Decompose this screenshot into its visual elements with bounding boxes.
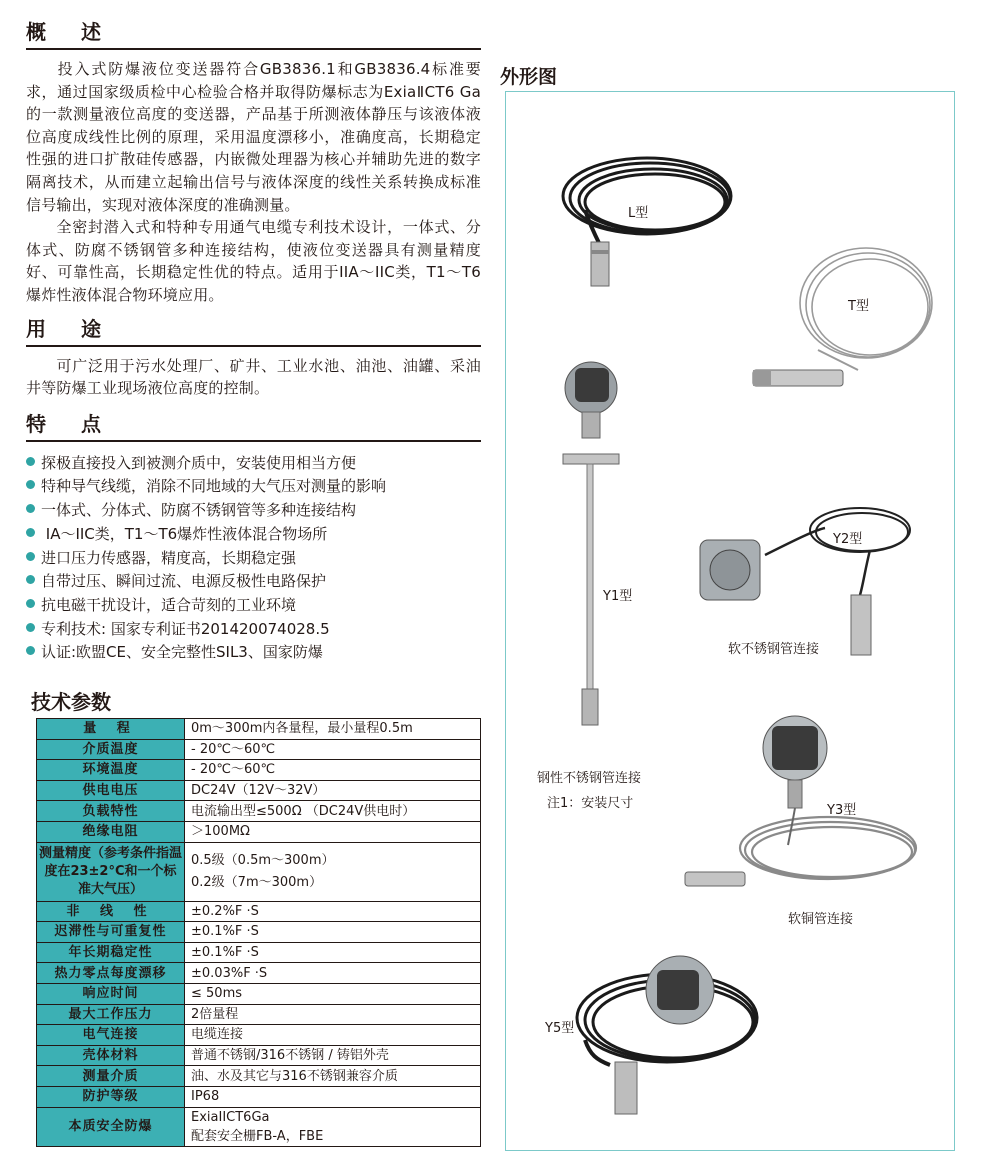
y2-type-label: Y2型	[833, 532, 863, 547]
y2-connection-label: 软不锈钢管连接	[728, 642, 820, 657]
overview-paragraph-1: 投入式防爆液位变送器符合GB3836.1和GB3836.4标准要求，通过国家级质检中心检验合格并取得防爆标志为ExiaⅡCT6 Ga的一款测量液位高度的变送器，产品基于所测液体静压与该液体液位高度成线性比例的原理，采用温度漂移小，准确度高，长期稳定性强的进口扩散硅传感器，内嵌微处理器为核心并辅助先进的数字隔离技术，从而建立起输出信号与液体深度的线性关系转换成标准信号输出，实现对液体深度的准确测量。	[26, 60, 481, 214]
y3-type-product-image	[680, 710, 920, 890]
params-row	[37, 780, 481, 801]
param-name: 迟滞性与可重复性	[37, 922, 185, 943]
param-value: ±0.2%F ·S	[185, 901, 481, 922]
params-row	[37, 942, 481, 963]
bullet-dot-icon	[26, 504, 35, 513]
feature-item: 进口压力传感器，精度高，长期稳定强	[26, 547, 481, 571]
params-row	[37, 821, 481, 842]
bullet-dot-icon	[26, 575, 35, 584]
param-name: 壳体材料	[37, 1045, 185, 1066]
params-row	[37, 842, 481, 901]
feature-item: 专利技术: 国家专利证书201420074028.5	[26, 618, 481, 642]
param-value: 2倍量程	[185, 1004, 481, 1025]
param-name: 本质安全防爆	[37, 1107, 185, 1146]
feature-item: 特种导气线缆，消除不同地域的大气压对测量的影响	[26, 475, 481, 499]
param-value: ≤ 50ms	[185, 983, 481, 1004]
param-value: - 20℃～60℃	[185, 760, 481, 781]
params-row	[37, 901, 481, 922]
bullet-dot-icon	[26, 646, 35, 655]
usage-paragraph: 可广泛用于污水处理厂、矿井、工业水池、油池、油罐、采油井等防爆工业现场液位高度的控制。	[26, 356, 481, 398]
params-row	[37, 801, 481, 822]
params-row	[37, 1066, 481, 1087]
param-value: 0m～300m内各量程，最小量程0.5m	[185, 719, 481, 740]
param-value: ±0.03%F ·S	[185, 963, 481, 984]
overview-paragraph-2: 全密封潜入式和特种专用通气电缆专利技术设计，一体式、分体式、防腐不锈钢管多种连接结构，使液位变送器具有测量精度好、可靠性高，长期稳定性优的特点。适用于IIA～IIC类，T1～T6爆炸性液体混合物环境应用。	[26, 218, 481, 304]
params-row	[37, 1004, 481, 1025]
features-list	[26, 452, 481, 665]
params-row	[37, 1045, 481, 1066]
feature-item: 抗电磁干扰设计，适合苛刻的工业环境	[26, 594, 481, 618]
params-row	[37, 760, 481, 781]
appearance-title: 外形图	[500, 66, 558, 88]
usage-title: 用 途	[26, 315, 481, 347]
bullet-dot-icon	[26, 457, 35, 466]
param-value: 电缆连接	[185, 1025, 481, 1046]
tech-params-table	[36, 718, 481, 1147]
params-row	[37, 739, 481, 760]
l-type-label: L型	[628, 206, 649, 221]
param-value: ExiaIICT6Ga 配套安全栅FB-A，FBE	[185, 1107, 481, 1146]
param-name: 绝缘电阻	[37, 821, 185, 842]
param-value: ＞100MΩ	[185, 821, 481, 842]
param-name: 热力零点每度漂移	[37, 963, 185, 984]
param-name: 年长期稳定性	[37, 942, 185, 963]
y1-type-product-image	[555, 360, 635, 730]
param-name: 防护等级	[37, 1086, 185, 1107]
left-column	[26, 18, 481, 665]
params-row	[37, 983, 481, 1004]
param-name: 负载特性	[37, 801, 185, 822]
param-name: 供电电压	[37, 780, 185, 801]
params-row	[37, 1086, 481, 1107]
y3-type-label: Y3型	[827, 803, 857, 818]
bullet-dot-icon	[26, 623, 35, 632]
param-value: - 20℃～60℃	[185, 739, 481, 760]
param-name: 测量精度（参考条件指温度在23±2°C和一个标准大气压）	[37, 842, 185, 901]
t-type-product-image	[748, 245, 938, 395]
param-name: 量 程	[37, 719, 185, 740]
param-value: IP68	[185, 1086, 481, 1107]
param-value: 普通不锈钢/316不锈钢 / 铸铝外壳	[185, 1045, 481, 1066]
bullet-dot-icon	[26, 552, 35, 561]
param-value: ±0.1%F ·S	[185, 922, 481, 943]
feature-item: 一体式、分体式、防腐不锈钢管等多种连接结构	[26, 499, 481, 523]
param-name: 介质温度	[37, 739, 185, 760]
param-value: 电流输出型≤500Ω （DC24V供电时）	[185, 801, 481, 822]
param-name: 环境温度	[37, 760, 185, 781]
param-value: 0.5级（0.5m～300m） 0.2级（7m～300m）	[185, 842, 481, 901]
feature-item: 自带过压、瞬间过流、电源反极性电路保护	[26, 570, 481, 594]
tech-params-title: 技术参数	[31, 690, 111, 714]
y1-connection-label: 钢性不锈钢管连接	[537, 771, 642, 786]
feature-item: 探极直接投入到被测介质中，安装使用相当方便	[26, 452, 481, 476]
params-row	[37, 1107, 481, 1146]
bullet-dot-icon	[26, 599, 35, 608]
y5-type-label: Y5型	[545, 1021, 575, 1036]
params-row	[37, 719, 481, 740]
params-row	[37, 963, 481, 984]
overview-title: 概 述	[26, 18, 481, 50]
param-name: 测量介质	[37, 1066, 185, 1087]
params-row	[37, 1025, 481, 1046]
bullet-dot-icon	[26, 480, 35, 489]
installation-note: 注1：安装尺寸	[547, 796, 634, 811]
param-name: 电气连接	[37, 1025, 185, 1046]
param-value: ±0.1%F ·S	[185, 942, 481, 963]
y1-type-label: Y1型	[603, 589, 633, 604]
param-value: DC24V（12V～32V）	[185, 780, 481, 801]
feature-item: 认证:欧盟CE、安全完整性SIL3、国家防爆	[26, 641, 481, 665]
features-title: 特 点	[26, 410, 481, 442]
y3-connection-label: 软铜管连接	[788, 912, 854, 927]
t-type-label: T型	[848, 299, 869, 314]
param-value: 油、水及其它与316不锈钢兼容介质	[185, 1066, 481, 1087]
bullet-dot-icon	[26, 528, 35, 537]
param-name: 非 线 性	[37, 901, 185, 922]
param-name: 响应时间	[37, 983, 185, 1004]
params-row	[37, 922, 481, 943]
param-name: 最大工作压力	[37, 1004, 185, 1025]
feature-item: IA～IIC类，T1～T6爆炸性液体混合物场所	[26, 523, 481, 547]
